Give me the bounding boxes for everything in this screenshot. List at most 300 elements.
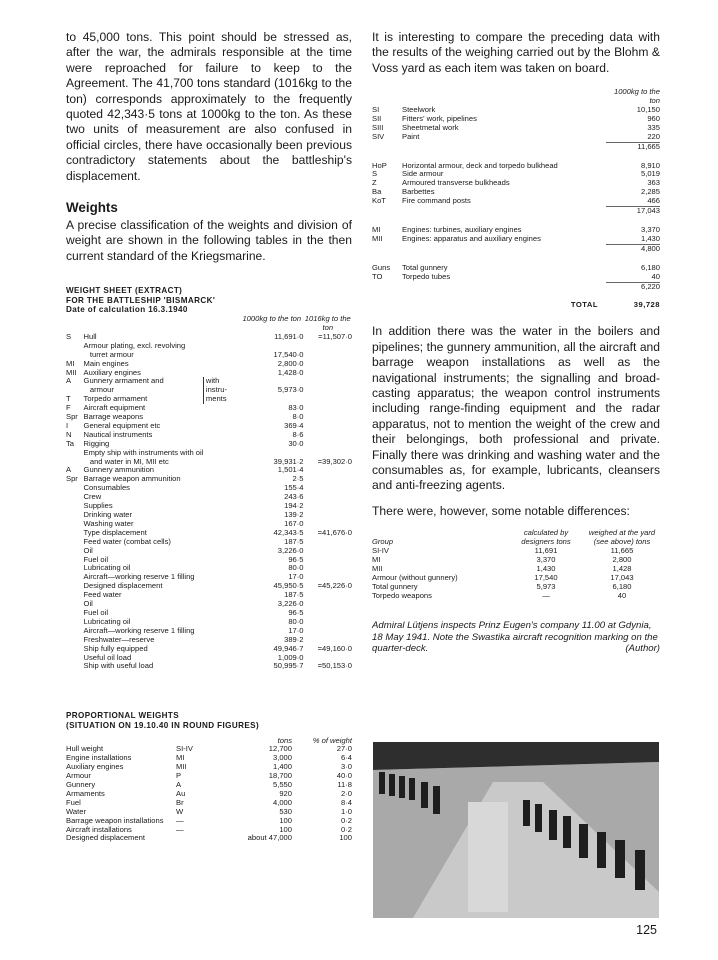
row-pct: 1·0	[341, 806, 352, 816]
row-label: Engine installations	[66, 753, 132, 763]
row-pct: 0·2	[341, 815, 352, 825]
brace-cell	[203, 422, 240, 431]
subtotal-row	[372, 142, 660, 161]
table-row	[66, 591, 352, 600]
value-1000kg: 50,995·7	[273, 661, 304, 671]
value-1000kg: 187·5	[284, 536, 304, 546]
row-code: MII	[176, 762, 187, 772]
col-group: Group	[372, 537, 394, 547]
row-label: Oil	[83, 545, 93, 555]
value-1000kg: 3,226·0	[277, 545, 304, 555]
row-label: Barrage weapons	[83, 412, 144, 422]
brace-cell	[203, 333, 240, 342]
row-code	[66, 342, 84, 351]
brace-cell	[203, 466, 240, 475]
value-1000kg: 2,800·0	[277, 358, 304, 368]
value-1000kg: 8·6	[292, 429, 304, 439]
value-1000kg: 39,931·2	[273, 456, 304, 466]
value-1000kg: 139·2	[284, 510, 304, 519]
row-weighed: 11,665	[610, 546, 634, 556]
row-label: Steelwork	[402, 105, 436, 115]
row-group: MI	[372, 554, 381, 564]
value-1016kg	[304, 591, 352, 600]
row-tons: 4,000	[272, 797, 292, 807]
brace-cell	[203, 475, 240, 484]
row-code: I	[66, 420, 69, 430]
row-calculated: 1,430	[536, 563, 556, 573]
row-label: Feed water (combat cells)	[83, 536, 171, 546]
total-value: 39,728	[633, 300, 660, 310]
row-code: N	[66, 429, 72, 439]
value-1016kg: =11,507·0	[318, 331, 352, 341]
row-label: Armoured transverse bulkheads	[402, 178, 510, 188]
col-calculated: calculated by designers tons	[521, 528, 571, 547]
value-1016kg	[304, 564, 352, 573]
value-1016kg: =41,676·0	[317, 527, 352, 537]
brace-cell	[203, 645, 240, 654]
value-1000kg: 1,428·0	[277, 367, 304, 377]
row-label: Aircraft installations	[66, 824, 132, 834]
brace-cell	[203, 502, 240, 511]
row-code	[66, 609, 84, 618]
row-code: MI	[66, 358, 75, 368]
bv-col-header: 1000kg to the ton	[613, 87, 660, 106]
value-1000kg: 369·4	[284, 420, 304, 430]
row-label: Fire command posts	[402, 196, 471, 206]
row-value: 466	[647, 196, 660, 206]
row-weighed: 6,180	[612, 581, 632, 591]
row-code: A	[66, 465, 72, 475]
row-pct: 40·0	[336, 771, 352, 781]
row-code	[66, 591, 84, 600]
value-1000kg: 389·2	[284, 634, 304, 644]
differences-paragraph: There were, however, some notable differences:	[372, 503, 630, 518]
row-label: Barrage weapon installations	[66, 815, 164, 825]
row-label: Type displacement	[83, 527, 147, 537]
row-code: MII	[372, 233, 383, 243]
brace-cell	[203, 360, 240, 369]
row-label: Fuel	[66, 797, 81, 807]
subtotal-value: 6,220	[606, 282, 660, 301]
value-1000kg: 1,009·0	[277, 652, 304, 662]
value-1000kg: 243·6	[284, 492, 304, 502]
row-value: 2,285	[640, 187, 660, 197]
value-1016kg	[304, 511, 352, 520]
row-group: SI-IV	[372, 546, 389, 556]
row-code: Br	[176, 797, 184, 807]
comparison-intro: It is interesting to compare the preceding data with the results of the weighing carried out by the Blohm & Voss yard as each item was taken on board.	[372, 30, 660, 75]
subtotal-row	[372, 282, 660, 301]
row-group: Armour (without gunnery)	[372, 572, 458, 582]
col-header-pct: % of weight	[312, 735, 352, 745]
table-row	[66, 538, 352, 547]
row-pct: 100	[339, 833, 352, 843]
row-code	[66, 493, 84, 502]
row-label: Side armour	[402, 169, 444, 179]
table-row	[372, 273, 660, 282]
value-1016kg: =49,160·0	[317, 643, 352, 653]
value-1000kg: 3,226·0	[277, 599, 304, 609]
weight-sheet-table	[66, 315, 352, 671]
row-code: Ta	[66, 438, 75, 448]
brace-cell	[203, 493, 240, 502]
row-label: Gunnery armament and	[83, 376, 164, 386]
row-label: Main engines	[83, 358, 129, 368]
brace-cell	[203, 449, 240, 458]
row-label: Engines: apparatus and auxiliary engines	[402, 233, 541, 243]
row-code: Guns	[372, 262, 391, 272]
value-1000kg: 30·0	[288, 438, 304, 448]
brace-cell	[203, 431, 240, 440]
brace-cell	[203, 627, 240, 636]
col-header-1016kg: 1016kg to the ton	[304, 314, 351, 332]
row-label: Fuel oil	[83, 554, 109, 564]
table-row	[66, 547, 352, 556]
row-label: Barrage weapon ammunition	[83, 474, 181, 484]
value-1016kg	[304, 538, 352, 547]
table-row	[66, 763, 352, 772]
row-code	[66, 582, 84, 591]
row-group: MII	[372, 563, 383, 573]
row-pct: 27·0	[336, 744, 352, 754]
row-tons: 18,700	[268, 771, 292, 781]
value-1016kg	[304, 369, 352, 378]
row-calculated: 11,691	[534, 546, 558, 556]
row-label: Lubricating oil	[83, 563, 131, 573]
row-code	[66, 600, 84, 609]
brace-cell	[203, 413, 240, 422]
row-label: Sheetmetal work	[402, 122, 459, 132]
row-label: Paint	[402, 131, 420, 141]
col-weighed: weighed at the yard (see above) tons	[588, 528, 656, 547]
row-value: 10,150	[636, 105, 660, 115]
value-1000kg: 17·0	[288, 625, 304, 635]
subtotal-row	[372, 207, 660, 226]
value-1000kg: 187·5	[284, 590, 304, 600]
value-1000kg: 80·0	[288, 616, 304, 626]
row-pct: 3·0	[341, 762, 352, 772]
row-code	[66, 502, 84, 511]
row-weighed: 1,428	[612, 563, 632, 573]
value-1016kg	[304, 618, 352, 627]
value-1016kg	[304, 431, 352, 440]
row-label: General equipment etc	[83, 420, 161, 430]
value-1016kg	[304, 627, 352, 636]
row-tons: 5,550	[272, 780, 292, 790]
brace-cell	[203, 484, 240, 493]
table-row	[66, 662, 352, 671]
row-tons: 3,000	[272, 753, 292, 763]
weight-sheet-date: Date of calculation 16.3.1940	[66, 305, 188, 315]
weights-paragraph: A precise classification of the weights and division of weight are shown in the following tables in the then current standard of the Kriegsmarine.	[66, 218, 352, 263]
row-code: KoT	[372, 196, 386, 206]
row-label: Auxiliary engines	[66, 762, 124, 772]
row-code: MI	[372, 225, 381, 234]
row-pct: 11·8	[337, 780, 352, 790]
value-1000kg: 2·5	[292, 474, 304, 484]
value-1000kg: 49,946·7	[273, 643, 304, 653]
row-tons: 100	[279, 815, 292, 825]
row-weighed: 40	[617, 590, 627, 600]
value-1016kg	[304, 404, 352, 413]
row-label: Fuel oil	[83, 607, 109, 617]
brace-cell	[203, 609, 240, 618]
row-weighed: 2,800	[612, 554, 632, 564]
row-value: 363	[647, 178, 660, 188]
row-code: SI	[372, 105, 380, 115]
row-code	[66, 529, 84, 538]
row-code: TO	[372, 271, 383, 281]
brace-cell	[203, 458, 240, 467]
row-code: MI	[176, 753, 185, 763]
row-code: Spr	[66, 412, 78, 422]
brace-cell	[203, 564, 240, 573]
row-code: A	[176, 780, 182, 790]
brace-cell	[203, 636, 240, 645]
value-1016kg	[304, 413, 352, 422]
row-code: A	[66, 376, 72, 386]
row-pct: 6·4	[341, 753, 352, 763]
col-header-tons: tons	[277, 735, 292, 745]
row-code	[66, 449, 84, 458]
brace-cell	[203, 538, 240, 547]
value-1000kg: 45,950·5	[273, 581, 304, 591]
value-1016kg: =39,302·0	[317, 456, 352, 466]
table-row	[66, 834, 352, 843]
row-code	[66, 573, 84, 582]
row-code: S	[372, 169, 378, 179]
row-code: P	[176, 771, 182, 781]
row-value: 960	[647, 113, 660, 123]
row-tons: 530	[279, 806, 292, 816]
value-1000kg: 96·5	[288, 554, 304, 564]
row-label: and water in MI, MII etc	[83, 456, 169, 466]
addition-paragraph: In addition there was the water in the boilers and pipelines; the gunnery ammunition, all the aircraft and barrage weapon installations as well as the navigational instruments; the signalling and broad-casting apparatus; the weapon control instruments including range-finding equipment and the radar apparatus, not to mention the weight of the crew and their belongings, both professional and private. Finally there was drinking and washing water and the consumables as, for example, lubricants, cleansers and anti-freezing agents.	[372, 324, 660, 493]
row-code	[66, 645, 84, 654]
row-label: Gunnery ammunition	[83, 465, 155, 475]
weight-sheet-subtitle: FOR THE BATTLESHIP 'BISMARCK'	[66, 295, 216, 305]
row-label: Barbettes	[402, 187, 435, 197]
row-calculated: —	[542, 590, 550, 600]
row-tons: 12,700	[268, 744, 292, 754]
value-1016kg: =50,153·0	[317, 661, 352, 671]
value-1000kg: 5,973·0	[277, 385, 304, 395]
row-code	[66, 511, 84, 520]
row-calculated: 3,370	[536, 554, 556, 564]
row-tons: 1,400	[272, 762, 292, 772]
row-value: 40	[651, 271, 660, 281]
value-1000kg: 80·0	[288, 563, 304, 573]
row-label: Oil	[83, 599, 93, 609]
table-row	[372, 197, 660, 206]
row-code	[66, 484, 84, 493]
row-code: MII	[66, 367, 77, 377]
value-1000kg: 8·0	[292, 412, 304, 422]
row-label: Auxiliary engines	[83, 367, 141, 377]
value-1016kg	[304, 360, 352, 369]
row-code	[66, 556, 84, 565]
value-1016kg	[304, 484, 352, 493]
row-code	[66, 627, 84, 636]
row-code: Spr	[66, 474, 78, 484]
row-value: 8,910	[640, 160, 660, 170]
row-label: Engines: turbines, auxiliary engines	[402, 225, 522, 234]
weight-sheet	[66, 286, 352, 671]
row-label: Lubricating oil	[83, 616, 131, 626]
brace-cell	[203, 618, 240, 627]
table-row	[66, 790, 352, 799]
right-column	[372, 30, 660, 654]
row-label: armour	[83, 385, 114, 395]
row-calculated: 17,540	[534, 572, 558, 582]
brace-cell	[203, 556, 240, 565]
photo-credit: (Author)	[625, 642, 660, 654]
photo-caption: Admiral Lütjens inspects Prinz Eugen's company 11.00 at Gdynia, 18 May 1941. Note the Swastika aircraft recognition marking on the quarter-deck. (Author)	[372, 620, 660, 654]
value-1016kg	[304, 475, 352, 484]
row-code: SIII	[372, 122, 384, 132]
row-label: Total gunnery	[402, 262, 448, 272]
value-1016kg	[304, 493, 352, 502]
brace-cell	[203, 440, 240, 449]
blohm-voss-table	[372, 88, 660, 310]
row-code	[66, 564, 84, 573]
value-1000kg: 42,343·5	[273, 527, 304, 537]
inspection-photo	[373, 742, 659, 918]
total-label: TOTAL	[570, 300, 598, 310]
table-row	[66, 799, 352, 808]
value-1016kg	[304, 502, 352, 511]
value-1000kg: 155·4	[284, 483, 304, 493]
row-label: Drinking water	[83, 510, 133, 519]
row-value: 220	[647, 131, 660, 141]
row-label: Armour plating, excl. revolving	[83, 340, 186, 350]
row-code: HoP	[372, 160, 387, 170]
row-group: Total gunnery	[372, 581, 418, 591]
row-pct: 0·2	[341, 824, 352, 834]
brace-cell	[203, 600, 240, 609]
row-label: turret armour	[83, 349, 134, 359]
weight-sheet-title: WEIGHT SHEET (EXTRACT)	[66, 286, 183, 296]
value-1016kg	[304, 386, 352, 395]
ship-deck-photo	[373, 742, 659, 918]
row-label: Water	[66, 806, 86, 816]
row-code	[66, 547, 84, 556]
row-label: Torpedo tubes	[402, 271, 451, 281]
row-code: Ba	[372, 187, 382, 197]
row-code	[66, 538, 84, 547]
row-label: Crew	[83, 492, 102, 502]
subtotal-value: 17,043	[606, 207, 660, 226]
intro-paragraph: to 45,000 tons. This point should be stressed as, after the war, the admirals responsible at the time were reproached for failure to keep to the Agreement. The 41,700 tons standard (1016kg to the ton) corresponds approximately to the frequently quoted 42,343·5 tons at 1000kg to the ton. As these two units of measurement are also confused in official circles, there have occasionally been previous contradictory statements about the battleship's displacement.	[66, 30, 352, 183]
row-code	[66, 520, 84, 529]
row-tons: about 47,000	[247, 833, 292, 843]
row-code: Au	[176, 788, 186, 798]
row-label: Fitters' work, pipelines	[402, 113, 477, 123]
row-code	[66, 662, 84, 671]
value-1016kg	[304, 466, 352, 475]
value-1016kg	[304, 556, 352, 565]
brace-cell	[203, 591, 240, 600]
row-code	[176, 834, 228, 843]
table-row	[66, 484, 352, 493]
row-label: Feed water	[83, 590, 122, 600]
proportional-weights	[66, 711, 352, 843]
value-1000kg: 96·5	[288, 607, 304, 617]
row-pct: 8·4	[341, 797, 352, 807]
row-label: Aircraft—working reserve 1 filling	[83, 625, 195, 635]
weights-heading: Weights	[66, 200, 118, 216]
row-weighed: 17,043	[610, 572, 634, 582]
row-label: Rigging	[83, 438, 110, 448]
brace-cell	[203, 529, 240, 538]
value-1000kg: 1,501·4	[277, 465, 304, 475]
value-1016kg	[304, 422, 352, 431]
row-code: W	[176, 806, 184, 816]
col-header-1000kg: 1000kg to the ton	[242, 314, 302, 324]
brace-cell	[203, 404, 240, 413]
value-1016kg	[304, 395, 352, 404]
row-code: SIV	[372, 131, 385, 141]
value-1016kg	[304, 342, 352, 351]
value-1016kg	[304, 600, 352, 609]
row-label: Horizontal armour, deck and torpedo bulkhead	[402, 160, 558, 170]
row-label: Armaments	[66, 788, 105, 798]
row-label: Hull weight	[66, 744, 104, 754]
row-label: Ship fully equipped	[83, 643, 148, 653]
proportional-subtitle: (SITUATION ON 19.10.40 IN ROUND FIGURES)	[66, 720, 260, 730]
subtotal-value: 4,800	[606, 244, 660, 263]
row-code	[66, 654, 84, 663]
row-code: SII	[372, 113, 382, 123]
row-group: Torpedo weapons	[372, 590, 432, 600]
row-label: Empty ship with instruments with oil	[83, 447, 204, 457]
brace-cell	[203, 342, 240, 351]
row-value: 335	[647, 122, 660, 132]
table-row	[372, 592, 660, 601]
row-label: Ship with useful load	[83, 661, 154, 671]
row-label: Gunnery	[66, 780, 96, 790]
value-1016kg	[304, 377, 352, 386]
row-code: F	[66, 403, 71, 413]
subtotal-value: 11,665	[606, 142, 660, 161]
brace-cell	[203, 520, 240, 529]
brace-cell	[203, 547, 240, 556]
row-label: Aircraft equipment	[83, 403, 146, 413]
row-label: Washing water	[83, 518, 134, 528]
page-number: 125	[636, 923, 657, 937]
row-pct: 2·0	[341, 788, 352, 798]
table-row	[66, 772, 352, 781]
differences-table	[372, 529, 660, 600]
row-label: Aircraft—working reserve 1 filling	[83, 572, 195, 582]
table-row	[372, 133, 660, 142]
value-1016kg	[304, 351, 352, 360]
row-label: Nautical instruments	[83, 429, 153, 439]
row-code: Z	[372, 178, 377, 188]
row-value: 6,180	[640, 262, 660, 272]
value-1016kg	[304, 547, 352, 556]
value-1000kg: 17,540·0	[273, 349, 304, 359]
table-row	[66, 600, 352, 609]
row-value: 3,370	[640, 225, 660, 234]
row-code: —	[176, 815, 184, 825]
row-code	[66, 636, 84, 645]
row-calculated: 5,973	[536, 581, 556, 591]
row-value: 5,019	[640, 169, 660, 179]
value-1000kg: 83·0	[288, 403, 304, 413]
table-row	[66, 781, 352, 790]
row-tons: 920	[279, 788, 292, 798]
